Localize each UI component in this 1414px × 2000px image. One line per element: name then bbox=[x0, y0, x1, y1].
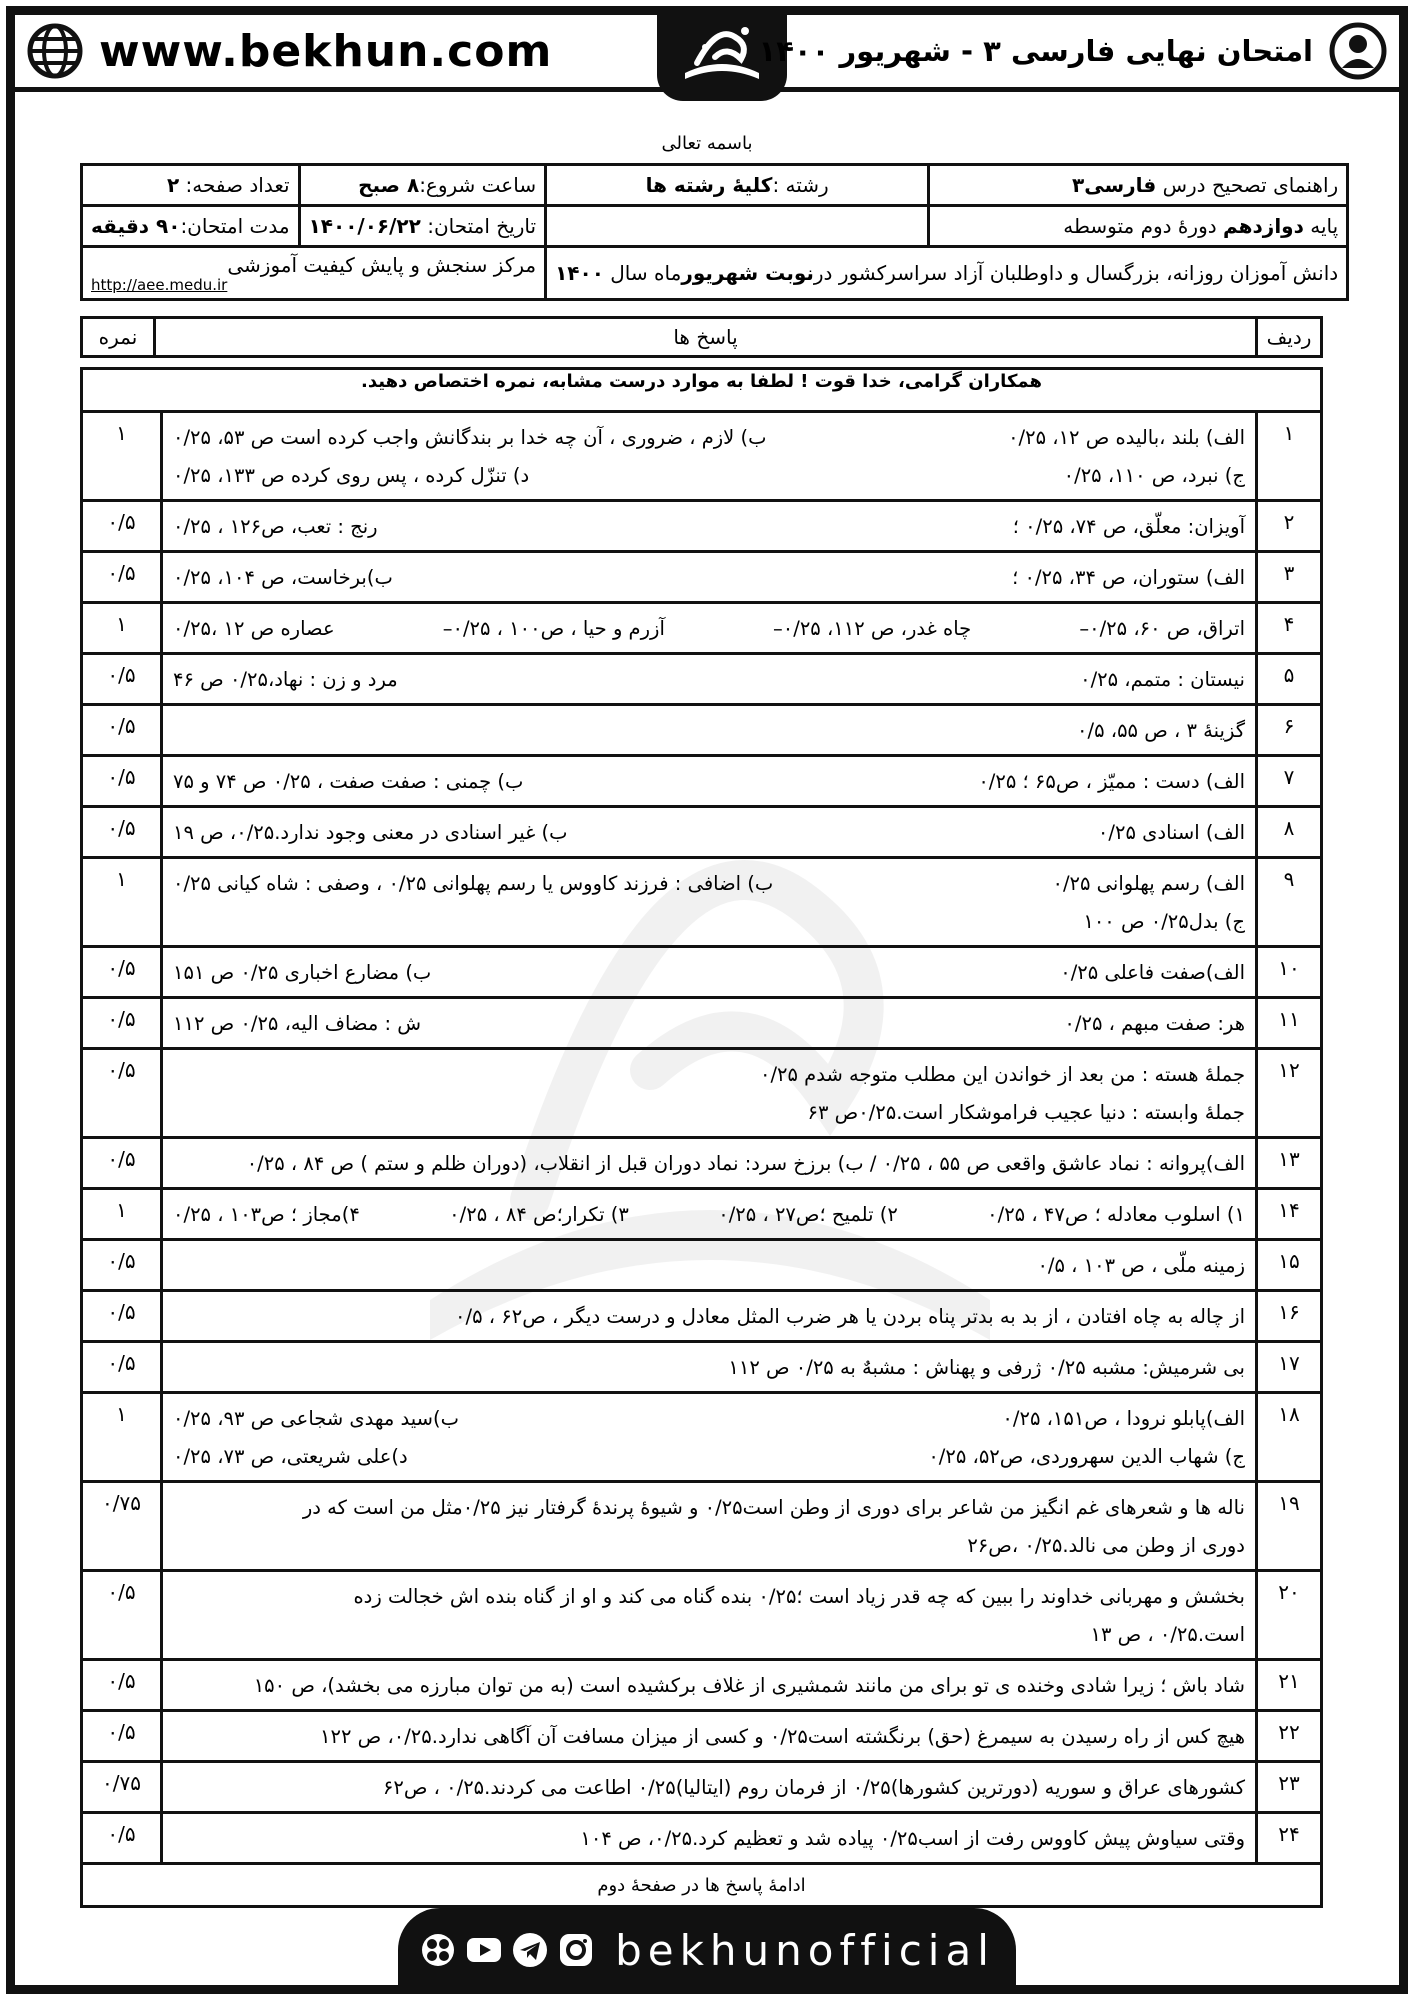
answer-segment: الف) رسم پهلوانی ۰/۲۵ bbox=[1052, 872, 1245, 895]
exam-title-text: امتحان نهایی فارسی ۳ - شهریور ۱۴۰۰ bbox=[758, 34, 1313, 68]
row-score: ۱ bbox=[82, 1393, 162, 1482]
teacher-note: همکاران گرامی، خدا قوت ! لطفا به موارد درست مشابه، نمره اختصاص دهید. bbox=[82, 369, 1322, 412]
row-number: ۴ bbox=[1257, 603, 1322, 654]
answer-segment: رنج : تعب، ص۱۲۶ ، ۰/۲۵ bbox=[173, 515, 378, 538]
row-score: ۰/۵ bbox=[82, 1049, 162, 1138]
field-cell: رشته :کلیهٔ رشته ها bbox=[546, 165, 929, 206]
row-score: ۰/۵ bbox=[82, 1813, 162, 1864]
answer-text bbox=[162, 1762, 1257, 1813]
column-answers: پاسخ ها bbox=[155, 318, 1257, 357]
answer-row bbox=[82, 501, 1322, 552]
row-score: ۰/۵ bbox=[82, 1571, 162, 1660]
answer-text bbox=[162, 1138, 1257, 1189]
answer-row bbox=[82, 1138, 1322, 1189]
empty-cell bbox=[546, 206, 929, 247]
answer-segment: نیستان : متمم، ۰/۲۵ bbox=[1080, 668, 1245, 691]
answer-row bbox=[82, 1240, 1322, 1291]
duration-cell: مدت امتحان:۹۰ دقیقه bbox=[82, 206, 300, 247]
answer-segment: ب) لازم ، ضروری ، آن چه خدا بر بندگانش واجب کرده است ص ۵۳، ۰/۲۵ bbox=[173, 426, 767, 449]
answer-text bbox=[162, 1291, 1257, 1342]
answer-row bbox=[82, 705, 1322, 756]
row-number: ۵ bbox=[1257, 654, 1322, 705]
answer-row bbox=[82, 1189, 1322, 1240]
answer-row bbox=[82, 1813, 1322, 1864]
answer-line bbox=[173, 1400, 1245, 1438]
answer-row bbox=[82, 947, 1322, 998]
exam-title bbox=[759, 23, 1387, 79]
answer-segment: ۳) تکرار؛ص ۸۴ ، ۰/۲۵ bbox=[449, 1203, 629, 1226]
answer-text bbox=[162, 1711, 1257, 1762]
answer-segment: وقتی سیاوش پیش کاووس رفت از اسب۰/۲۵ پیاده شد و تعظیم کرد.۰/۲۵، ص ۱۰۴ bbox=[580, 1827, 1245, 1850]
column-score: نمره bbox=[82, 318, 155, 357]
row-number: ۱۸ bbox=[1257, 1393, 1322, 1482]
answer-segment: الف) اسنادی ۰/۲۵ bbox=[1097, 821, 1245, 844]
answer-segment: ناله ها و شعرهای غم انگیز من شاعر برای دوری از وطن است۰/۲۵ و شیوهٔ پرندهٔ گرفتار نیز ۰/۲۵مثل من است که در bbox=[302, 1496, 1245, 1519]
answer-line bbox=[173, 1667, 1245, 1705]
answer-segment: زمینه ملّی ، ص ۱۰۳ ، ۰/۵ bbox=[1037, 1254, 1245, 1277]
row-score: ۱ bbox=[82, 603, 162, 654]
row-number: ۲۴ bbox=[1257, 1813, 1322, 1864]
bismillah: باسمه تعالی bbox=[661, 133, 753, 154]
answer-row bbox=[82, 1482, 1322, 1571]
answer-text bbox=[162, 501, 1257, 552]
answer-text bbox=[162, 412, 1257, 501]
website-link[interactable] bbox=[27, 23, 552, 79]
answer-line bbox=[173, 1349, 1245, 1387]
answer-row bbox=[82, 858, 1322, 947]
answer-segment: د) تنزّل کرده ، پس روی کرده ص ۱۳۳، ۰/۲۵ bbox=[173, 464, 530, 487]
row-score: ۱ bbox=[82, 1189, 162, 1240]
answers-header bbox=[80, 316, 1323, 358]
answer-line bbox=[173, 419, 1245, 457]
answer-segment: است.۰/۲۵ ، ص ۱۳ bbox=[1090, 1623, 1245, 1646]
telegram-icon[interactable] bbox=[511, 1931, 549, 1969]
answer-segment: جملهٔ هسته : من بعد از خواندن این مطلب متوجه شدم ۰/۲۵ bbox=[759, 1063, 1245, 1086]
row-score: ۰/۵ bbox=[82, 705, 162, 756]
answer-line bbox=[173, 1718, 1245, 1756]
answer-line bbox=[173, 1489, 1245, 1527]
answer-segment: عصاره ص ۱۲ ،۰/۲۵ bbox=[173, 617, 335, 640]
answer-segment: الف)پابلو نرودا ، ص۱۵۱، ۰/۲۵ bbox=[1002, 1407, 1245, 1430]
answer-row bbox=[82, 1393, 1322, 1482]
row-number: ۱ bbox=[1257, 412, 1322, 501]
answer-text bbox=[162, 1482, 1257, 1571]
youtube-icon[interactable] bbox=[465, 1931, 503, 1969]
answer-segment: بخشش و مهربانی خداوند را ببین که چه قدر زیاد است ؛۰/۲۵ بنده گناه می کند و او از گناه بنده اش خجالت زده bbox=[353, 1585, 1245, 1608]
answer-line bbox=[173, 1094, 1245, 1132]
answer-segment: گزینهٔ ۳ ، ص ۵۵، ۰/۵ bbox=[1077, 719, 1245, 742]
row-score: ۰/۵ bbox=[82, 1138, 162, 1189]
answer-line bbox=[173, 954, 1245, 992]
answer-segment: آویزان: معلّق، ص ۷۴، ۰/۲۵ ؛ bbox=[1012, 515, 1245, 538]
center-url-link[interactable]: http://aee.medu.ir bbox=[91, 276, 228, 294]
answer-segment: ب) مضارع اخباری ۰/۲۵ ص ۱۵۱ bbox=[173, 961, 432, 984]
answer-segment: الف)پروانه : نماد عاشق واقعی ص ۵۵ ، ۰/۲۵ / ب) برزخ سرد: نماد دوران قبل از انقلاب، (دوران ظلم و ستم ) ص ۸۴ ، ۰/۲۵ bbox=[246, 1152, 1245, 1175]
answer-row bbox=[82, 756, 1322, 807]
answer-segment: ج) نبرد، ص ۱۱۰، ۰/۲۵ bbox=[1063, 464, 1245, 487]
website-text: www.bekhun.com bbox=[99, 25, 553, 77]
social-bar bbox=[398, 1908, 1016, 1992]
answer-row bbox=[82, 1571, 1322, 1660]
answer-segment: ب) اضافی : فرزند کاووس یا رسم پهلوانی ۰/۲۵ ، وصفی : شاه کیانی ۰/۲۵ bbox=[173, 872, 774, 895]
answer-line bbox=[173, 1769, 1245, 1807]
answer-segment: هر: صفت مبهم ، ۰/۲۵ bbox=[1064, 1012, 1245, 1035]
answer-text bbox=[162, 1342, 1257, 1393]
answer-segment: ۴)مجاز ؛ ص۱۰۳ ، ۰/۲۵ bbox=[173, 1203, 360, 1226]
answer-text bbox=[162, 1240, 1257, 1291]
guide-cell: راهنمای تصحیح درس فارسی۳ bbox=[929, 165, 1348, 206]
row-score: ۰/۵ bbox=[82, 1711, 162, 1762]
answer-row bbox=[82, 1291, 1322, 1342]
answer-row bbox=[82, 1711, 1322, 1762]
answer-segment: ب)برخاست، ص ۱۰۴، ۰/۲۵ bbox=[173, 566, 393, 589]
row-score: ۱ bbox=[82, 412, 162, 501]
user-icon bbox=[1329, 22, 1387, 80]
answers-table bbox=[80, 367, 1323, 1908]
answer-row bbox=[82, 998, 1322, 1049]
answer-text bbox=[162, 1049, 1257, 1138]
answer-segment: هیچ کس از راه رسیدن به سیمرغ (حق) برنگشته است۰/۲۵ و کسی از میزان مسافت آن آگاهی ندارد.۰/۲۵، ص ۱۲۲ bbox=[320, 1725, 1245, 1748]
instagram-icon[interactable] bbox=[557, 1931, 595, 1969]
row-number: ۳ bbox=[1257, 552, 1322, 603]
answer-text bbox=[162, 1393, 1257, 1482]
aparat-icon[interactable] bbox=[419, 1931, 457, 1969]
answer-line bbox=[173, 814, 1245, 852]
answer-segment: ج) شهاب الدین سهروردی، ص۵۲، ۰/۲۵ bbox=[928, 1445, 1245, 1468]
answer-text bbox=[162, 552, 1257, 603]
answer-segment: ۲) تلمیح ؛ص۲۷ ، ۰/۲۵ bbox=[718, 1203, 898, 1226]
answer-text bbox=[162, 1660, 1257, 1711]
answer-line bbox=[173, 508, 1245, 546]
row-number: ۱۵ bbox=[1257, 1240, 1322, 1291]
answer-row bbox=[82, 807, 1322, 858]
answer-line bbox=[173, 457, 1245, 495]
answer-line bbox=[173, 1056, 1245, 1094]
answer-row bbox=[82, 1049, 1322, 1138]
answer-line bbox=[173, 1820, 1245, 1858]
row-number: ۲ bbox=[1257, 501, 1322, 552]
answer-segment: کشورهای عراق و سوریه (دورترین کشورها)۰/۲۵ از فرمان روم (ایتالیا)۰/۲۵ اطاعت می کردند.۰/۲۵ ، ص۶۲ bbox=[382, 1776, 1245, 1799]
row-number: ۱۹ bbox=[1257, 1482, 1322, 1571]
answer-line bbox=[173, 1145, 1245, 1183]
answer-text bbox=[162, 1189, 1257, 1240]
answer-row bbox=[82, 412, 1322, 501]
top-bar bbox=[15, 15, 1399, 92]
answer-row bbox=[82, 654, 1322, 705]
answer-segment: ب) چمنی : صفت صفت ، ۰/۲۵ ص ۷۴ و ۷۵ bbox=[173, 770, 524, 793]
answer-row bbox=[82, 1762, 1322, 1813]
answer-text bbox=[162, 654, 1257, 705]
pages-cell: تعداد صفحه: ۲ bbox=[82, 165, 300, 206]
students-cell: دانش آموزان روزانه، بزرگسال و داوطلبان آزاد سراسرکشور درنوبت شهریورماه سال ۱۴۰۰ bbox=[546, 247, 1348, 300]
row-score: ۰/۵ bbox=[82, 1291, 162, 1342]
answer-segment: ۱) اسلوب معادله ؛ ص۴۷ ، ۰/۲۵ bbox=[987, 1203, 1245, 1226]
center-cell: مرکز سنجش و پایش کیفیت آموزشی http://aee.medu.ir bbox=[82, 247, 546, 300]
row-score: ۰/۵ bbox=[82, 1660, 162, 1711]
row-score: ۰/۵ bbox=[82, 998, 162, 1049]
answer-text bbox=[162, 858, 1257, 947]
answer-row bbox=[82, 603, 1322, 654]
answer-segment: شاد باش ؛ زیرا شادی وخنده ی تو برای من مانند شمشیری از غلاف برکشیده است (به من توان مبارزه می بخشد)، ص ۱۵۰ bbox=[253, 1674, 1245, 1697]
answer-line bbox=[173, 1005, 1245, 1043]
answer-text bbox=[162, 1571, 1257, 1660]
row-number: ۹ bbox=[1257, 858, 1322, 947]
row-number: ۲۰ bbox=[1257, 1571, 1322, 1660]
row-number: ۱۲ bbox=[1257, 1049, 1322, 1138]
column-row: ردیف bbox=[1257, 318, 1322, 357]
answer-text bbox=[162, 947, 1257, 998]
answer-segment: چاه غدر، ص ۱۱۲، ۰/۲۵– bbox=[773, 617, 972, 640]
row-number: ۱۷ bbox=[1257, 1342, 1322, 1393]
answer-segment: ج) بدل۰/۲۵ ص ۱۰۰ bbox=[1083, 910, 1245, 933]
row-number: ۲۱ bbox=[1257, 1660, 1322, 1711]
answer-segment: جملهٔ وابسته : دنیا عجیب فراموشکار است.۰/۲۵ص ۶۳ bbox=[807, 1101, 1245, 1124]
answer-text bbox=[162, 756, 1257, 807]
answer-line bbox=[173, 1196, 1245, 1234]
grade-cell: پایه دوازدهم دورهٔ دوم متوسطه bbox=[929, 206, 1348, 247]
row-number: ۱۳ bbox=[1257, 1138, 1322, 1189]
answer-text bbox=[162, 1813, 1257, 1864]
answer-line bbox=[173, 1438, 1245, 1476]
row-number: ۱۰ bbox=[1257, 947, 1322, 998]
answer-text bbox=[162, 998, 1257, 1049]
answer-segment: دوری از وطن می نالد.۰/۲۵ ،ص۲۶ bbox=[967, 1534, 1245, 1557]
answer-line bbox=[173, 1578, 1245, 1616]
continued-note: ادامهٔ پاسخ ها در صفحهٔ دوم bbox=[82, 1864, 1322, 1907]
answer-segment: اتراق، ص ۶۰، ۰/۲۵– bbox=[1079, 617, 1245, 640]
row-number: ۲۳ bbox=[1257, 1762, 1322, 1813]
answer-line bbox=[173, 559, 1245, 597]
row-number: ۷ bbox=[1257, 756, 1322, 807]
answer-line bbox=[173, 1247, 1245, 1285]
row-number: ۱۱ bbox=[1257, 998, 1322, 1049]
answer-line bbox=[173, 763, 1245, 801]
row-number: ۲۲ bbox=[1257, 1711, 1322, 1762]
answer-segment: الف) دست : ممیّز ، ص۶۵ ؛ ۰/۲۵ bbox=[978, 770, 1245, 793]
answer-text bbox=[162, 705, 1257, 756]
row-score: ۰/۵ bbox=[82, 807, 162, 858]
row-score: ۰/۵ bbox=[82, 501, 162, 552]
answer-segment: ش : مضاف الیه، ۰/۲۵ ص ۱۱۲ bbox=[173, 1012, 422, 1035]
answer-line bbox=[173, 865, 1245, 903]
row-score: ۱ bbox=[82, 858, 162, 947]
answer-segment: الف) بلند ،بالیده ص ۱۲، ۰/۲۵ bbox=[1008, 426, 1245, 449]
answer-segment: ب) غیر اسنادی در معنی وجود ندارد.۰/۲۵، ص ۱۹ bbox=[173, 821, 568, 844]
answer-line bbox=[173, 1616, 1245, 1654]
answer-text bbox=[162, 603, 1257, 654]
exam-date-cell: تاریخ امتحان: ۱۴۰۰/۰۶/۲۲ bbox=[299, 206, 546, 247]
answer-line bbox=[173, 1298, 1245, 1336]
answer-segment: ب)سید مهدی شجاعی ص ۹۳، ۰/۲۵ bbox=[173, 1407, 459, 1430]
row-score: ۰/۵ bbox=[82, 1342, 162, 1393]
globe-icon bbox=[27, 23, 83, 79]
answer-text bbox=[162, 807, 1257, 858]
answer-segment: د)علی شریعتی، ص ۷۳، ۰/۲۵ bbox=[173, 1445, 408, 1468]
exam-info-table bbox=[80, 163, 1349, 301]
row-score: ۰/۵ bbox=[82, 756, 162, 807]
answer-row bbox=[82, 1660, 1322, 1711]
answer-row bbox=[82, 1342, 1322, 1393]
row-score: ۰/۷۵ bbox=[82, 1762, 162, 1813]
social-handle[interactable]: bekhunofficial bbox=[615, 1925, 995, 1975]
row-score: ۰/۵ bbox=[82, 654, 162, 705]
answer-segment: مرد و زن : نهاد،۰/۲۵ ص ۴۶ bbox=[173, 668, 398, 691]
answer-line bbox=[173, 712, 1245, 750]
answer-segment: الف) ستوران، ص ۳۴، ۰/۲۵ ؛ bbox=[1012, 566, 1245, 589]
answer-line bbox=[173, 610, 1245, 648]
answer-segment: آزرم و حیا ، ص۱۰۰ ، ۰/۲۵– bbox=[442, 617, 665, 640]
row-number: ۱۶ bbox=[1257, 1291, 1322, 1342]
answer-segment: از چاله به چاه افتادن ، از بد به بدتر پناه بردن یا هر ضرب المثل معادل و درست دیگر ، ص۶۲ ، ۰/۵ bbox=[455, 1305, 1245, 1328]
answer-line bbox=[173, 903, 1245, 941]
row-number: ۶ bbox=[1257, 705, 1322, 756]
row-score: ۰/۷۵ bbox=[82, 1482, 162, 1571]
answer-segment: الف)صفت فاعلی ۰/۲۵ bbox=[1060, 961, 1245, 984]
start-time-cell: ساعت شروع:۸ صبح bbox=[299, 165, 546, 206]
answer-line bbox=[173, 661, 1245, 699]
answer-row bbox=[82, 552, 1322, 603]
answer-segment: بی شرمیش: مشبه ۰/۲۵ ژرفی و پهناش : مشبهٌ به ۰/۲۵ ص ۱۱۲ bbox=[728, 1356, 1245, 1379]
row-number: ۸ bbox=[1257, 807, 1322, 858]
row-score: ۰/۵ bbox=[82, 947, 162, 998]
row-score: ۰/۵ bbox=[82, 1240, 162, 1291]
answer-line bbox=[173, 1527, 1245, 1565]
row-score: ۰/۵ bbox=[82, 552, 162, 603]
row-number: ۱۴ bbox=[1257, 1189, 1322, 1240]
